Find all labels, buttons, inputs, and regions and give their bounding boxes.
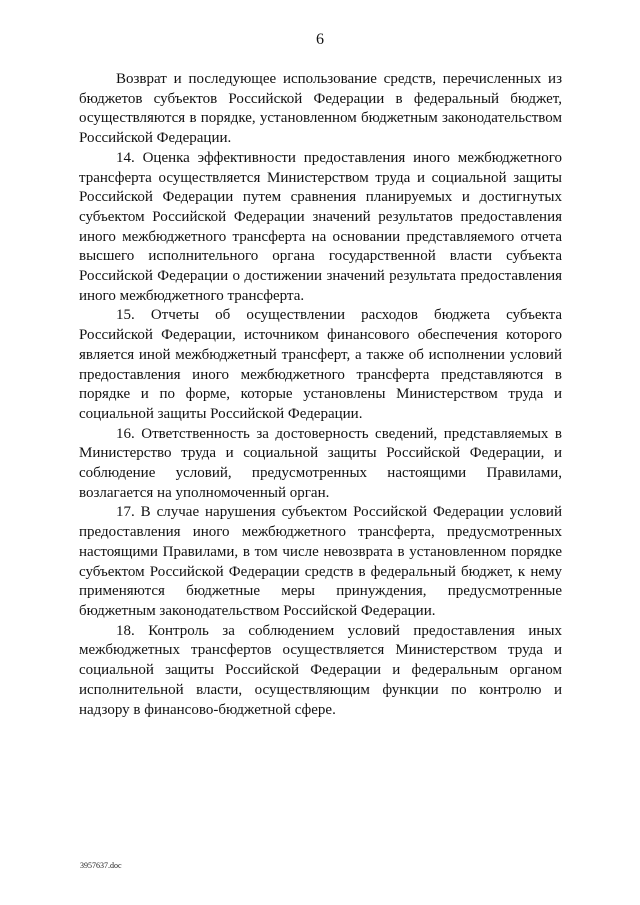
page-number: 6: [316, 31, 324, 48]
document-body: [79, 70, 562, 720]
paragraph-15-reports: 15. Отчеты об осуществлении расходов бюджета субъекта Российской Федерации, источником финансового обеспечения которого является иной межбюджетный трансферт, а также об исполнении условий предоставления иного межбюджетного трансферта представляются в порядке и по форме, которые установлены Министерством труда и социальной защиты Российской Федерации.: [79, 307, 562, 422]
paragraph-14-efficiency: 14. Оценка эффективности предоставления иного межбюджетного трансферта осуществляется Министерством труда и социальной защиты Российской Федерации путем сравнения планируемых и достигнутых субъектом Российской Федерации значений результатов предоставления иного межбюджетного трансферта на основании представляемого отчета высшего исполнительного органа государственной власти субъекта Российской Федерации о достижении значений результата предоставления иного межбюджетного трансферта.: [79, 149, 562, 304]
paragraph-refund: Возврат и последующее использование средств, перечисленных из бюджетов субъектов Российской Федерации в федеральный бюджет, осуществляются в порядке, установленном бюджетным законодательством Российской Федерации.: [79, 71, 562, 147]
paragraph-17-violations: 17. В случае нарушения субъектом Российской Федерации условий предоставления иного межбюджетного трансферта, предусмотренных настоящими Правилами, в том числе невозврата в установленном порядке субъектом Российской Федерации средств в федеральный бюджет, к нему применяются бюджетные меры принуждения, предусмотренные бюджетным законодательством Российской Федерации.: [79, 504, 562, 619]
document-file-code: 3957637.doc: [80, 861, 122, 870]
paragraph-18-control: 18. Контроль за соблюдением условий предоставления иных межбюджетных трансфертов осуществляется Министерством труда и социальной защиты Российской Федерации и федеральным органом исполнительной власти, осуществляющим функции по контролю и надзору в финансово-бюджетной сфере.: [79, 622, 562, 718]
paragraph-16-responsibility: 16. Ответственность за достоверность сведений, представляемых в Министерство труда и социальной защиты Российской Федерации, и соблюдение условий, предусмотренных настоящими Правилами, возлагается на уполномоченный орган.: [79, 425, 562, 501]
